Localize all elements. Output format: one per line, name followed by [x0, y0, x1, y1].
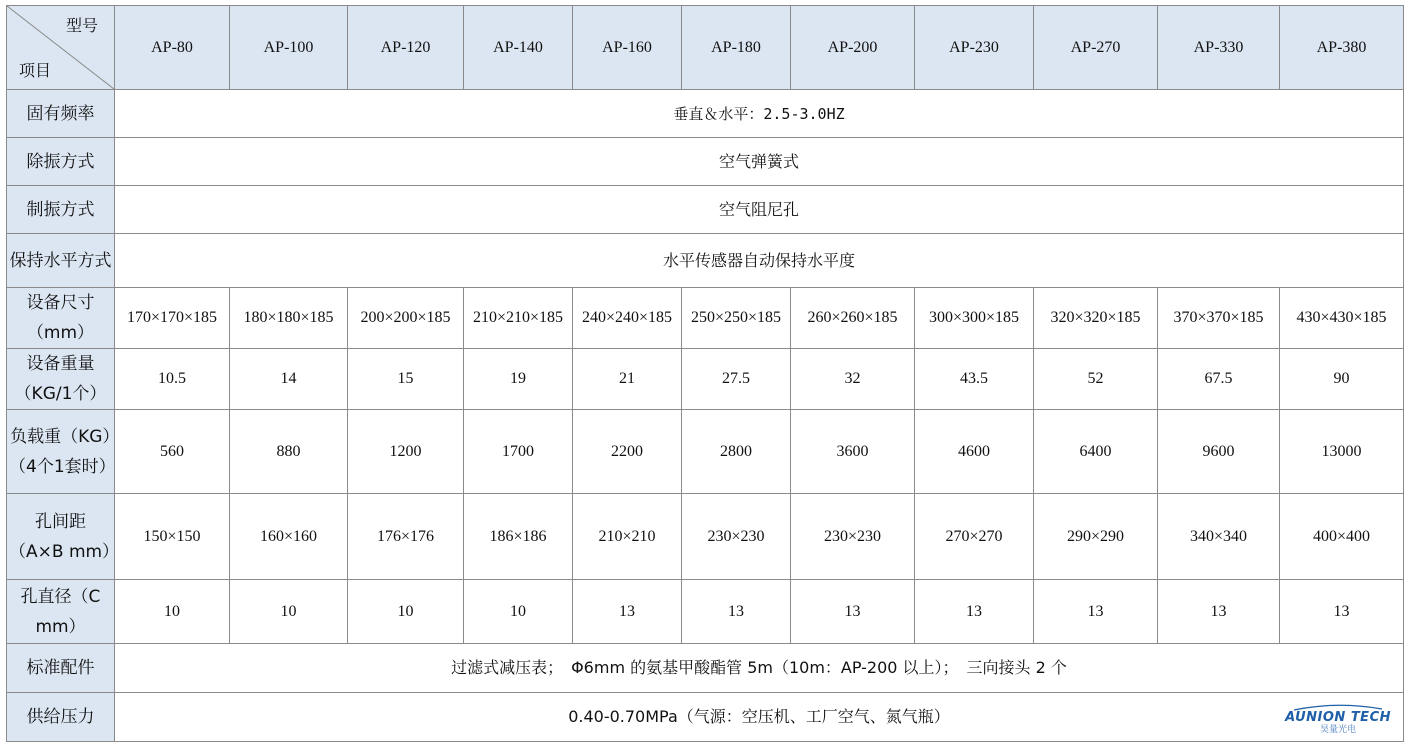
row-damping-method	[7, 186, 1404, 234]
model-header: AP-330	[1158, 6, 1280, 90]
cell-value: 400×400	[1280, 494, 1404, 580]
cell-value: 200×200×185	[348, 288, 464, 349]
spec-table	[6, 5, 1404, 742]
row-hole-diameter	[7, 580, 1404, 644]
row-label: 固有频率	[7, 90, 115, 138]
row-weight	[7, 349, 1404, 410]
row-label: 制振方式	[7, 186, 115, 234]
cell-value: 290×290	[1034, 494, 1158, 580]
cell-value: 270×270	[915, 494, 1034, 580]
cell-value: 186×186	[464, 494, 573, 580]
row-label: 孔间距（A×B mm）	[7, 494, 115, 580]
brand-name: AUNION TECH	[1285, 710, 1391, 725]
cell-value: 300×300×185	[915, 288, 1034, 349]
brand-watermark	[1285, 703, 1391, 735]
row-label: 设备尺寸（mm）	[7, 288, 115, 349]
row-label: 负载重（KG）（4个1套时）	[7, 410, 115, 494]
cell-value: 90	[1280, 349, 1404, 410]
cell-value: 880	[230, 410, 348, 494]
cell-value: 13	[1280, 580, 1404, 644]
model-header: AP-230	[915, 6, 1034, 90]
row-value: 水平传感器自动保持水平度	[115, 234, 1404, 288]
model-header: AP-80	[115, 6, 230, 90]
cell-value: 10	[115, 580, 230, 644]
row-value: 过滤式减压表； Φ6mm 的氨基甲酸酯管 5m（10m：AP-200 以上）； 三向接头 2 个	[115, 644, 1404, 693]
cell-value: 240×240×185	[573, 288, 682, 349]
cell-value: 13	[1034, 580, 1158, 644]
cell-value: 340×340	[1158, 494, 1280, 580]
cell-value: 250×250×185	[682, 288, 791, 349]
cell-value: 150×150	[115, 494, 230, 580]
row-supply-pressure	[7, 693, 1404, 742]
model-header: AP-380	[1280, 6, 1404, 90]
row-standard-accessories	[7, 644, 1404, 693]
row-label: 除振方式	[7, 138, 115, 186]
cell-value: 14	[230, 349, 348, 410]
row-value: 垂直＆水平：2.5-3.0HZ	[115, 90, 1404, 138]
cell-value: 1200	[348, 410, 464, 494]
header-row	[7, 6, 1404, 90]
model-header: AP-180	[682, 6, 791, 90]
cell-value: 52	[1034, 349, 1158, 410]
cell-value: 43.5	[915, 349, 1034, 410]
model-header: AP-100	[230, 6, 348, 90]
row-label: 供给压力	[7, 693, 115, 742]
cell-value: 19	[464, 349, 573, 410]
cell-value: 13000	[1280, 410, 1404, 494]
cell-value: 3600	[791, 410, 915, 494]
cell-value: 210×210×185	[464, 288, 573, 349]
cell-value: 210×210	[573, 494, 682, 580]
cell-value: 13	[682, 580, 791, 644]
model-header: AP-140	[464, 6, 573, 90]
row-natural-frequency	[7, 90, 1404, 138]
row-dimensions	[7, 288, 1404, 349]
cell-value: 4600	[915, 410, 1034, 494]
cell-value: 9600	[1158, 410, 1280, 494]
row-hole-spacing	[7, 494, 1404, 580]
row-value: 空气阻尼孔	[115, 186, 1404, 234]
cell-value: 10	[348, 580, 464, 644]
corner-item-label: 项目	[19, 61, 52, 80]
cell-value: 13	[1158, 580, 1280, 644]
row-label: 孔直径（C mm）	[7, 580, 115, 644]
cell-value: 176×176	[348, 494, 464, 580]
cell-value: 15	[348, 349, 464, 410]
model-header: AP-120	[348, 6, 464, 90]
cell-value: 32	[791, 349, 915, 410]
cell-value: 180×180×185	[230, 288, 348, 349]
cell-value: 67.5	[1158, 349, 1280, 410]
cell-value: 260×260×185	[791, 288, 915, 349]
cell-value: 10	[464, 580, 573, 644]
cell-value: 27.5	[682, 349, 791, 410]
row-value: 空气弹簧式	[115, 138, 1404, 186]
corner-model-label: 型号	[65, 16, 98, 35]
cell-value: 10	[230, 580, 348, 644]
row-label: 设备重量（KG/1个）	[7, 349, 115, 410]
cell-value: 21	[573, 349, 682, 410]
model-header: AP-160	[573, 6, 682, 90]
corner-cell	[7, 6, 115, 90]
row-load	[7, 410, 1404, 494]
cell-value: 13	[791, 580, 915, 644]
cell-value: 170×170×185	[115, 288, 230, 349]
cell-value: 13	[915, 580, 1034, 644]
row-label: 标准配件	[7, 644, 115, 693]
row-label: 保持水平方式	[7, 234, 115, 288]
cell-value: 320×320×185	[1034, 288, 1158, 349]
cell-value: 370×370×185	[1158, 288, 1280, 349]
cell-value: 2800	[682, 410, 791, 494]
cell-value: 13	[573, 580, 682, 644]
cell-value: 6400	[1034, 410, 1158, 494]
cell-value: 2200	[573, 410, 682, 494]
cell-value: 160×160	[230, 494, 348, 580]
row-value: 0.40-0.70MPa（气源：空压机、工厂空气、氮气瓶）	[568, 707, 950, 726]
supply-pressure-cell	[115, 693, 1404, 742]
cell-value: 230×230	[791, 494, 915, 580]
cell-value: 230×230	[682, 494, 791, 580]
row-leveling-method	[7, 234, 1404, 288]
cell-value: 10.5	[115, 349, 230, 410]
cell-value: 1700	[464, 410, 573, 494]
brand-sub: 昊量光电	[1320, 725, 1357, 735]
model-header: AP-200	[791, 6, 915, 90]
model-header: AP-270	[1034, 6, 1158, 90]
row-isolation-method	[7, 138, 1404, 186]
cell-value: 430×430×185	[1280, 288, 1404, 349]
cell-value: 560	[115, 410, 230, 494]
